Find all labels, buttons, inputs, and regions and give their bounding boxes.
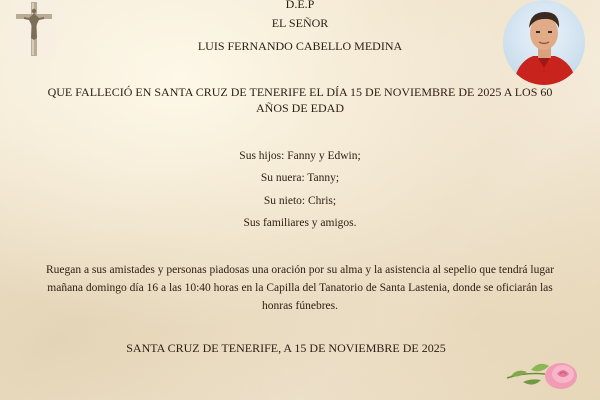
family-item: Su nieto: Chris; — [263, 195, 337, 207]
funeral-request-line-1: Ruegan a sus amistades y personas piadosas una oración por su alma y la asistencia al sepelio que tendrá lugar — [45, 264, 555, 276]
deceased-name: LUIS FERNANDO CABELLO MEDINA — [197, 39, 403, 53]
funeral-request-line-2: mañana domingo día 16 a las 10:40 horas en la Capilla del Tanatorio de Santa Lastenia, donde se oficiarán las — [47, 282, 553, 294]
family-item: Sus hijos: Fanny y Edwin; — [239, 150, 361, 162]
dep-heading: D.E.P — [285, 0, 315, 11]
death-notice-line-2: AÑOS DE EDAD — [256, 101, 344, 115]
place-date: SANTA CRUZ DE TENERIFE, A 15 DE NOVIEMBRE DE 2025 — [126, 341, 446, 355]
funeral-request — [12, 261, 588, 315]
honorific: EL SEÑOR — [271, 16, 329, 30]
funeral-request-line-3: honras fúnebres. — [261, 300, 338, 312]
rose-icon — [505, 352, 581, 394]
family-item: Su nuera: Tanny; — [260, 172, 340, 184]
family-item: Sus familiares y amigos. — [243, 217, 357, 229]
death-notice-line-1: QUE FALLECIÓ EN SANTA CRUZ DE TENERIFE EL DÍA 15 DE NOVIEMBRE DE 2025 A LOS 60 — [47, 85, 553, 99]
